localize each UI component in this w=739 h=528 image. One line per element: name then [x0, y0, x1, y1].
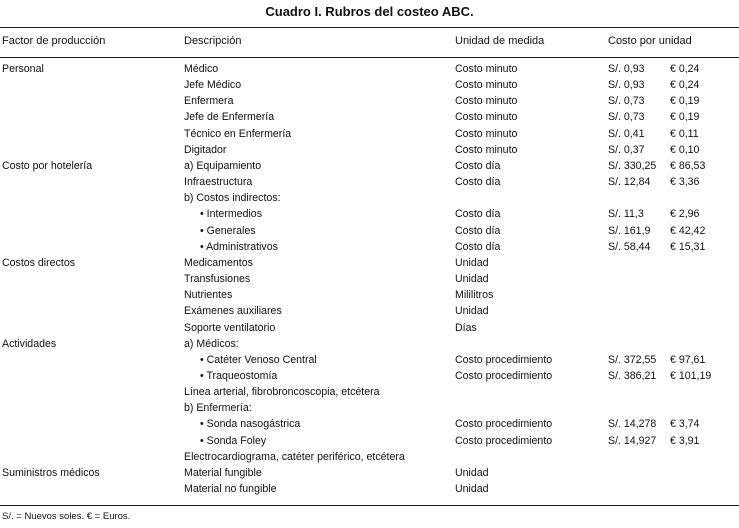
- unit-cell: Costo procedimiento: [455, 369, 553, 382]
- factor-cell: Actividades: [2, 337, 57, 350]
- description-cell: Jefe de Enfermería: [184, 111, 275, 124]
- description-cell: Medicamentos: [184, 256, 253, 269]
- table-row: [0, 61, 739, 77]
- description-cell: Exámenes auxiliares: [184, 305, 282, 318]
- unit-cell: Costo día: [455, 240, 501, 253]
- factor-cell: Personal: [2, 63, 44, 75]
- table-row: [0, 206, 739, 222]
- unit-cell: Costo minuto: [455, 95, 518, 108]
- unit-cell: Costo día: [455, 176, 501, 189]
- header-unidad: Unidad de medida: [455, 35, 545, 47]
- cost-soles-cell: S/. 386,21: [608, 369, 657, 382]
- cost-euros-cell: € 42,42: [670, 224, 706, 237]
- table-row: [0, 93, 739, 109]
- unit-cell: Costo minuto: [455, 111, 518, 124]
- cost-euros-cell: € 86,53: [670, 159, 706, 172]
- cost-soles-cell: S/. 0,37: [608, 143, 645, 156]
- unit-cell: Costo minuto: [455, 79, 518, 92]
- header-descripcion: Descripción: [184, 35, 242, 47]
- cost-euros-cell: € 3,74: [670, 418, 700, 431]
- table-row: [0, 255, 739, 271]
- description-cell: • Administrativos: [200, 240, 278, 253]
- bottom-rule: [0, 505, 739, 506]
- description-cell: Material fungible: [184, 466, 262, 479]
- unit-cell: Costo minuto: [455, 143, 518, 156]
- description-cell: • Sonda Foley: [200, 434, 267, 447]
- unit-cell: Unidad: [455, 305, 489, 318]
- table-row: [0, 352, 739, 368]
- unit-cell: Costo día: [455, 224, 501, 237]
- unit-cell: Días: [455, 321, 477, 334]
- unit-cell: Mililitros: [455, 289, 494, 302]
- table-row: [0, 449, 739, 465]
- description-cell: • Sonda nasogástrica: [200, 418, 301, 431]
- table-row: [0, 336, 739, 352]
- top-rule: [0, 27, 739, 28]
- description-cell: Línea arterial, fibrobroncoscopia, etcétera: [184, 386, 380, 399]
- table-row: [0, 109, 739, 125]
- cost-euros-cell: € 2,96: [670, 208, 700, 221]
- header-factor: Factor de producción: [2, 35, 106, 47]
- header-costo: Costo por unidad: [608, 35, 692, 47]
- unit-cell: Costo minuto: [455, 63, 518, 75]
- cost-euros-cell: € 0,10: [670, 143, 700, 156]
- cost-soles-cell: S/. 11,3: [608, 208, 644, 221]
- table-row: [0, 126, 739, 142]
- unit-cell: Costo día: [455, 159, 501, 172]
- table-row: [0, 368, 739, 384]
- description-cell: • Traqueostomía: [200, 369, 278, 382]
- description-cell: Jefe Médico: [184, 79, 242, 92]
- table-row: [0, 223, 739, 239]
- table-row: [0, 174, 739, 190]
- cost-soles-cell: S/. 372,55: [608, 353, 657, 366]
- description-cell: b) Costos indirectos:: [184, 192, 281, 205]
- table-row: [0, 384, 739, 400]
- table-row: [0, 400, 739, 416]
- unit-cell: Unidad: [455, 256, 489, 269]
- description-cell: • Intermedios: [200, 208, 263, 221]
- description-cell: • Generales: [200, 224, 256, 237]
- cost-soles-cell: S/. 330,25: [608, 159, 657, 172]
- cost-euros-cell: € 101,19: [670, 369, 712, 382]
- cost-soles-cell: S/. 0,73: [608, 111, 645, 124]
- description-cell: b) Enfermería:: [184, 402, 252, 415]
- description-cell: Enfermera: [184, 95, 234, 108]
- factor-cell: Costos directos: [2, 256, 76, 269]
- cost-euros-cell: € 0,19: [670, 95, 700, 108]
- cost-euros-cell: € 3,36: [670, 176, 700, 189]
- table-row: [0, 77, 739, 93]
- cost-euros-cell: € 0,24: [670, 63, 700, 75]
- cost-euros-cell: € 0,11: [670, 127, 699, 140]
- table-row: [0, 303, 739, 319]
- cost-soles-cell: S/. 0,93: [608, 63, 645, 75]
- unit-cell: Costo día: [455, 208, 501, 221]
- unit-cell: Unidad: [455, 273, 489, 286]
- header-rule: [0, 57, 739, 58]
- cost-soles-cell: S/. 14,278: [608, 418, 657, 431]
- table-row: [0, 142, 739, 158]
- table-row: [0, 271, 739, 287]
- table-row: [0, 465, 739, 481]
- table-row: [0, 287, 739, 303]
- unit-cell: Costo procedimiento: [455, 418, 553, 431]
- unit-cell: Unidad: [455, 466, 489, 479]
- cost-euros-cell: € 0,19: [670, 111, 700, 124]
- factor-cell: Suministros médicos: [2, 466, 100, 479]
- factor-cell: Costo por hotelería: [2, 159, 93, 172]
- cost-euros-cell: € 3,91: [670, 434, 700, 447]
- unit-cell: Costo minuto: [455, 127, 518, 140]
- unit-cell: Unidad: [455, 483, 489, 496]
- cost-soles-cell: S/. 161,9: [608, 224, 651, 237]
- description-cell: Nutrientes: [184, 289, 233, 302]
- description-cell: Técnico en Enfermería: [184, 127, 292, 140]
- description-cell: Material no fungible: [184, 483, 277, 496]
- footnote: S/. = Nuevos soles. € = Euros.: [2, 511, 131, 522]
- description-cell: Médico: [184, 63, 219, 75]
- description-cell: a) Médicos:: [184, 337, 239, 350]
- table-row: [0, 481, 739, 497]
- table-row: [0, 190, 739, 206]
- unit-cell: Costo procedimiento: [455, 434, 553, 447]
- cost-soles-cell: S/. 14,927: [608, 434, 657, 447]
- cost-soles-cell: S/. 0,93: [608, 79, 645, 92]
- cost-soles-cell: S/. 58,44: [608, 240, 651, 253]
- cost-soles-cell: S/. 0,73: [608, 95, 645, 108]
- description-cell: Transfusiones: [184, 273, 251, 286]
- description-cell: a) Equipamiento: [184, 159, 262, 172]
- table-row: [0, 320, 739, 336]
- description-cell: Electrocardiograma, catéter periférico, etcétera: [184, 450, 405, 463]
- unit-cell: Costo procedimiento: [455, 353, 553, 366]
- cost-soles-cell: S/. 12,84: [608, 176, 651, 189]
- cost-soles-cell: S/. 0,41: [608, 127, 645, 140]
- cost-euros-cell: € 97,61: [670, 353, 706, 366]
- description-cell: Digitador: [184, 143, 227, 156]
- cost-euros-cell: € 15,31: [670, 240, 706, 253]
- description-cell: Soporte ventilatorio: [184, 321, 276, 334]
- table-title: Cuadro I. Rubros del costeo ABC.: [265, 4, 474, 19]
- description-cell: Infraestructura: [184, 176, 253, 189]
- table-row: [0, 239, 739, 255]
- table-row: [0, 416, 739, 432]
- table-body: [0, 61, 739, 497]
- cost-euros-cell: € 0,24: [670, 79, 700, 92]
- table-row: [0, 158, 739, 174]
- description-cell: • Catéter Venoso Central: [200, 353, 317, 366]
- table-row: [0, 433, 739, 449]
